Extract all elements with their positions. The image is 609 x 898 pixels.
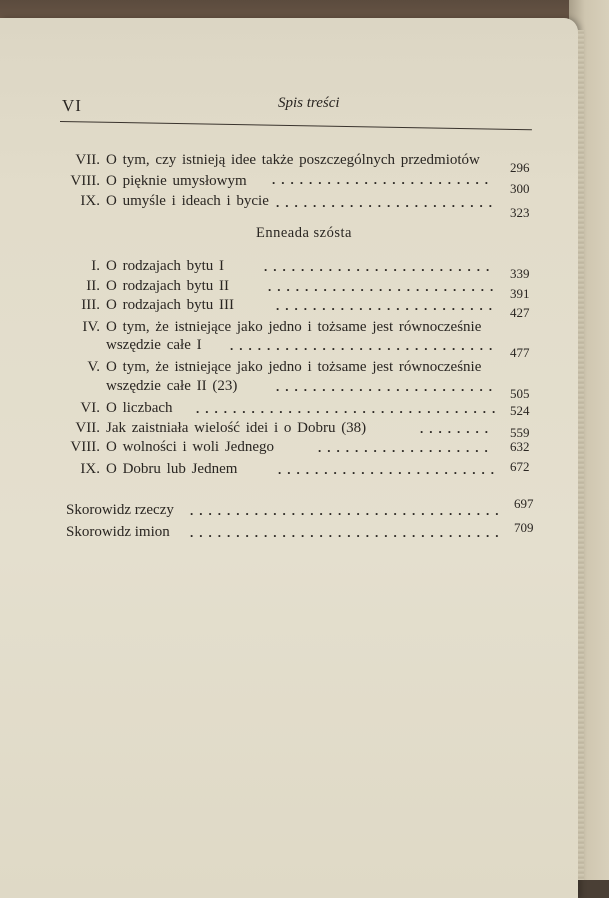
entry-number: III. bbox=[81, 297, 100, 313]
dot-leader: ................... bbox=[318, 440, 494, 455]
entry-page: 632 bbox=[510, 439, 530, 454]
toc-entry bbox=[0, 256, 560, 281]
section-title: Enneada szósta bbox=[256, 225, 352, 241]
entry-title: Jak zaistniała wielość idei i o Dobru (38) bbox=[106, 420, 367, 436]
entry-page: 477 bbox=[510, 345, 530, 360]
entry-number: V. bbox=[87, 359, 100, 375]
dot-leader: ........................ bbox=[276, 195, 498, 210]
toc-entry bbox=[0, 150, 560, 175]
dot-leader: ................................. bbox=[196, 401, 502, 416]
entry-page: 323 bbox=[510, 205, 530, 220]
toc-entry bbox=[0, 276, 560, 301]
toc-entry bbox=[0, 317, 560, 337]
entry-title: O tym, że istniejące jako jedno i tożsame jest równocześnie bbox=[106, 359, 482, 375]
dot-leader: .................................. bbox=[190, 503, 505, 518]
dot-leader: .................................. bbox=[190, 525, 505, 540]
entry-title: O liczbach bbox=[106, 400, 173, 416]
entry-number: II. bbox=[86, 278, 100, 294]
dot-leader: ........................ bbox=[272, 172, 494, 187]
toc-entry bbox=[0, 357, 560, 377]
dot-leader: ........ bbox=[420, 421, 494, 436]
index-entry bbox=[66, 522, 566, 542]
index-page: 697 bbox=[514, 496, 534, 511]
dot-leader: ........................ bbox=[278, 462, 500, 477]
entry-page: 339 bbox=[510, 266, 530, 281]
dot-leader: ........................ bbox=[276, 379, 498, 394]
toc-entry-continuation bbox=[0, 376, 560, 401]
entry-number: VIII. bbox=[70, 173, 100, 189]
running-head: Spis treści bbox=[278, 95, 340, 111]
entry-page: 391 bbox=[510, 286, 530, 301]
entry-page: 524 bbox=[510, 403, 530, 418]
toc-entry bbox=[0, 191, 560, 220]
entry-page: 672 bbox=[510, 459, 530, 474]
entry-number: VII. bbox=[75, 420, 100, 436]
entry-page: 300 bbox=[510, 181, 530, 196]
entry-number: VII. bbox=[75, 152, 100, 168]
toc-entry bbox=[0, 295, 560, 320]
toc-entry bbox=[0, 398, 560, 418]
entry-number: IX. bbox=[80, 461, 100, 477]
entry-title: O umyśle i ideach i bycie bbox=[106, 193, 269, 209]
entry-title-continuation: wszędzie całe I bbox=[106, 337, 202, 353]
toc-entry bbox=[0, 459, 560, 479]
toc-entry bbox=[0, 171, 560, 196]
index-page: 709 bbox=[514, 520, 534, 535]
index-entry bbox=[66, 496, 566, 520]
toc-entry bbox=[0, 418, 560, 438]
toc-entry-continuation bbox=[0, 335, 560, 360]
entry-number: IX. bbox=[80, 193, 100, 209]
entry-number: VIII. bbox=[70, 439, 100, 455]
entry-number: VI. bbox=[80, 400, 100, 416]
page-number: VI bbox=[62, 96, 82, 115]
entry-title: O rodzajach bytu III bbox=[106, 297, 235, 313]
entry-title-continuation: wszędzie całe II (23) bbox=[106, 378, 238, 394]
toc-entry bbox=[0, 437, 560, 457]
entry-title: O wolności i woli Jednego bbox=[106, 439, 274, 455]
index-title: Skorowidz imion bbox=[66, 524, 170, 540]
entry-title: O pięknie umysłowym bbox=[106, 173, 247, 189]
entry-title: O tym, czy istnieją idee także poszczególnych przedmiotów bbox=[106, 152, 480, 168]
page-edge bbox=[578, 30, 584, 880]
entry-title: O Dobru lub Jednem bbox=[106, 461, 238, 477]
entry-page: 427 bbox=[510, 305, 530, 320]
entry-title: O tym, że istniejące jako jedno i tożsame jest równocześnie bbox=[106, 319, 482, 335]
dot-leader: ......................... bbox=[264, 259, 496, 274]
entry-number: IV. bbox=[82, 319, 100, 335]
dot-leader: ......................... bbox=[268, 279, 500, 294]
entry-page: 559 bbox=[510, 425, 530, 440]
entry-title: O rodzajach bytu II bbox=[106, 278, 230, 294]
entry-page: 296 bbox=[510, 160, 530, 175]
entry-page: 505 bbox=[510, 386, 530, 401]
page-header bbox=[60, 96, 530, 118]
dot-leader: ............................. bbox=[230, 338, 499, 353]
index-title: Skorowidz rzeczy bbox=[66, 502, 174, 518]
dot-leader: ........................ bbox=[276, 298, 498, 313]
entry-number: I. bbox=[91, 258, 100, 274]
entry-title: O rodzajach bytu I bbox=[106, 258, 225, 274]
